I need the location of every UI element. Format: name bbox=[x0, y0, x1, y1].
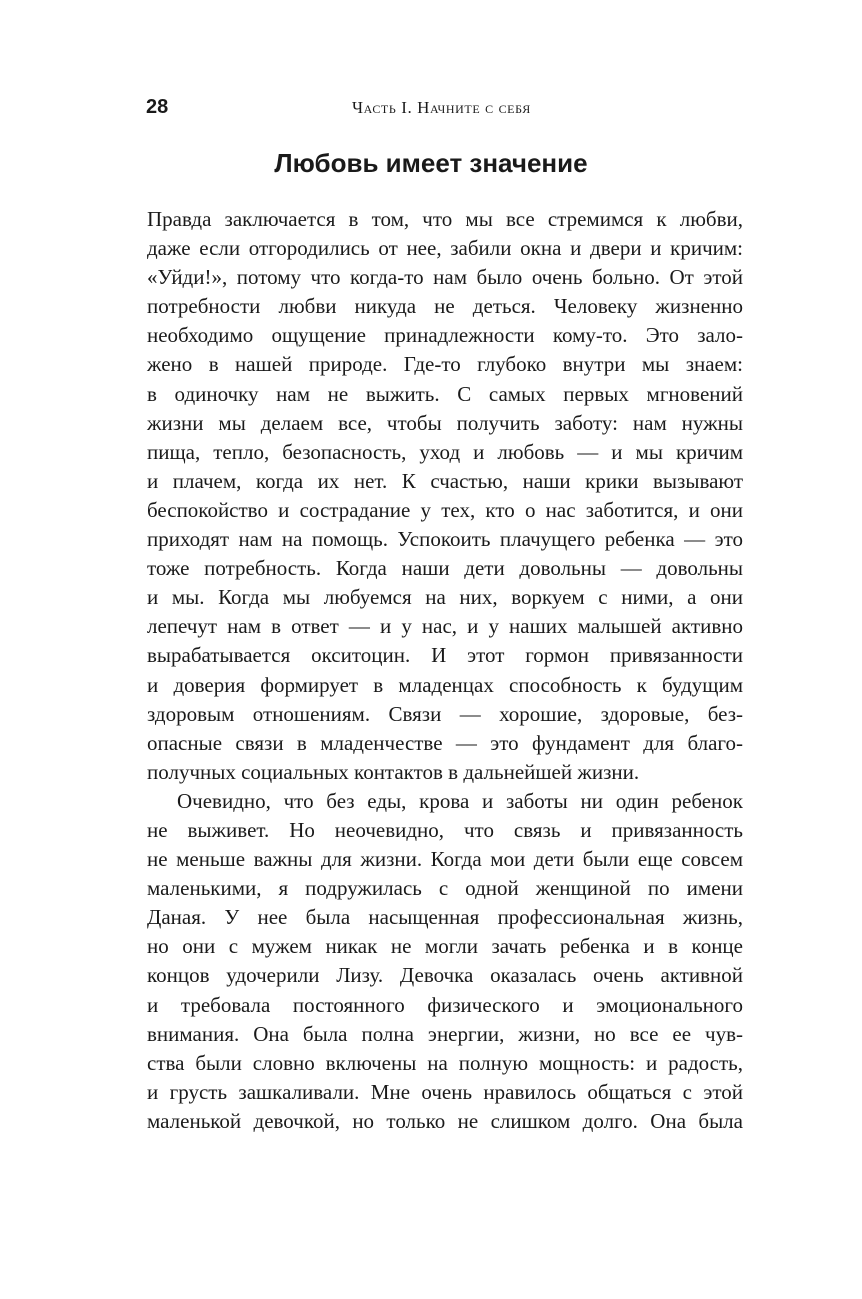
text-line: здоровым отношениям. Связи — хорошие, здоровые, без- bbox=[147, 701, 743, 726]
text-line: и мы. Когда мы любуемся на них, воркуем с ними, а они bbox=[147, 585, 743, 610]
running-head bbox=[0, 94, 862, 122]
text-line: в одиночку нам не выжить. С самых первых мгновений bbox=[147, 381, 743, 406]
text-line: и требовала постоянного физического и эмоционального bbox=[147, 992, 743, 1017]
text-line: маленькой девочкой, но только не слишком долго. Она была bbox=[147, 1108, 743, 1133]
text-line: ства были словно включены на полную мощность: и радость, bbox=[147, 1050, 743, 1075]
section-title: Любовь имеет значение bbox=[274, 148, 588, 178]
text-line: необходимо ощущение принадлежности кому-то. Это зало- bbox=[147, 323, 743, 348]
text-line: потребности любви никуда не деться. Человеку жизненно bbox=[147, 294, 743, 319]
text-line: и грусть зашкаливали. Мне очень нравилось общаться с этой bbox=[147, 1079, 743, 1104]
page-number: 28 bbox=[146, 96, 169, 118]
body-text bbox=[147, 205, 743, 1136]
text-line: получных социальных контактов в дальнейшей жизни. bbox=[147, 759, 640, 784]
text-line: но они с мужем никак не могли зачать ребенка и в конце bbox=[147, 934, 743, 959]
text-line: маленькими, я подружилась с одной женщиной по имени bbox=[147, 876, 743, 901]
text-line: не выживет. Но неочевидно, что связь и привязанность bbox=[147, 817, 743, 842]
text-line: жено в нашей природе. Где-то глубоко внутри мы знаем: bbox=[147, 352, 743, 377]
text-line: не меньше важны для жизни. Когда мои дети были еще совсем bbox=[147, 847, 743, 872]
text-line: опасные связи в младенчестве — это фундамент для благо- bbox=[147, 730, 743, 755]
text-line: даже если отгородились от нее, забили окна и двери и кричим: bbox=[147, 236, 743, 261]
paragraph bbox=[147, 205, 743, 787]
text-line: жизни мы делаем все, чтобы получить заботу: нам нужны bbox=[147, 410, 743, 435]
text-line: и плачем, когда их нет. К счастью, наши крики вызывают bbox=[147, 468, 743, 493]
text-line: Правда заключается в том, что мы все стремимся к любви, bbox=[147, 207, 743, 231]
text-line: вырабатывается окситоцин. И этот гормон привязанности bbox=[147, 643, 743, 668]
text-line: пища, тепло, безопасность, уход и любовь — и мы кричим bbox=[147, 439, 743, 464]
paragraph bbox=[147, 787, 743, 1136]
text-line: лепечут нам в ответ — и у нас, и у наших малышей активно bbox=[147, 614, 743, 639]
text-line: «Уйди!», потому что когда-то нам было очень больно. От этой bbox=[147, 265, 743, 290]
text-line: тоже потребность. Когда наши дети довольны — довольны bbox=[147, 556, 743, 581]
text-line: Даная. У нее была насыщенная профессиональная жизнь, bbox=[147, 905, 743, 930]
text-line: приходят нам на помощь. Успокоить плачущего ребенка — это bbox=[147, 527, 743, 552]
text-line: беспокойство и сострадание у тех, кто о нас заботится, и они bbox=[147, 497, 743, 522]
text-line: концов удочерили Лизу. Девочка оказалась очень активной bbox=[147, 963, 743, 988]
chapter-running-title: Часть I. Начните с себя bbox=[352, 98, 531, 117]
text-line: и доверия формирует в младенцах способность к будущим bbox=[147, 672, 743, 697]
text-line: Очевидно, что без еды, крова и заботы ни один ребенок bbox=[177, 788, 743, 813]
text-line: внимания. Она была полна энергии, жизни, но все ее чув- bbox=[147, 1021, 743, 1046]
